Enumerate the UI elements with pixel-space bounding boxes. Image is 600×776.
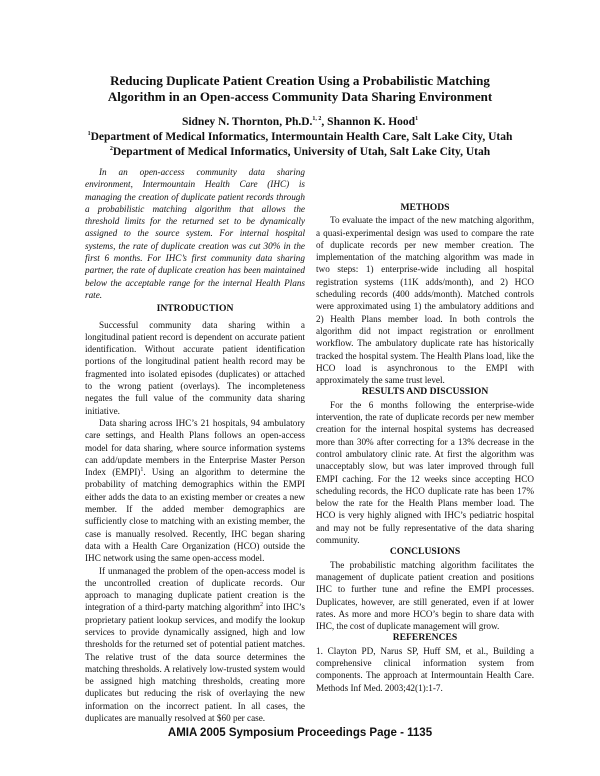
- intro-paragraph: [85, 417, 305, 565]
- title-line-2: Algorithm in an Open-access Community Data Sharing Environment: [107, 89, 493, 104]
- paragraph-text: . Using an algorithm to determine the probability of matching demographics within the EMPI either adds the data to an existing member or creates a new member. If the added member demographics are sufficiently close to matching with an existing member, the case is manually resolved. Recently, IHC began sharing data with a Health Care Organization (HCO) outside the IHC network using the same open-access model.: [85, 467, 305, 564]
- intro-paragraph: [85, 565, 305, 725]
- section-heading-results: RESULTS AND DISCUSSION: [361, 386, 489, 398]
- left-column: [85, 166, 305, 724]
- right-column: [316, 165, 534, 694]
- section-heading-methods: METHODS: [400, 202, 450, 213]
- citation-marker: 1: [140, 467, 144, 474]
- intro-paragraph: Successful community data sharing within a longitudinal patient record is dependent on accurate patient identification. Without accurate patient identification portions of the longitudinal patient health record may be fragmented into isolated episodes (duplicates) or attached to the wrong patient (overlays). The incompleteness negates the full value of the community data sharing initiative.: [85, 319, 305, 416]
- affiliation-marker: 1: [87, 131, 91, 138]
- abstract: In an open-access community data sharing environment, Intermountain Health Care (IHC) is managing the creation of duplicate patient records through a probabilistic matching algorithm that allows the threshold limits for the returned set to be dynamically assigned to the source system. For internal hospital systems, the rate of duplicate creation was cut 30% in the first 6 months. For IHC’s first community data sharing partner, the rate of duplicate creation has been maintained below the acceptable range for the internal Health Plans rate.: [85, 167, 305, 300]
- affiliation-line: [40, 130, 560, 145]
- author-name: Sidney N. Thornton, Ph.D.: [181, 116, 313, 128]
- author-affiliation-marker: 1: [415, 116, 419, 123]
- paper-title: [60, 73, 540, 105]
- conclusions-paragraph: The probabilistic matching algorithm facilitates the management of duplicate patient creation and positions IHC to further tune and refine the EMPI processes. Duplicates, however, are still generated, even if at lower rates. As more and more HCO’s begin to share data with IHC, the cost of duplicate management will grow.: [316, 559, 534, 632]
- page-footer: AMIA 2005 Symposium Proceedings Page - 1135: [167, 727, 433, 739]
- affiliation-marker: 2: [109, 146, 113, 153]
- paragraph-text: If unmanaged the problem of the open-access model is the uncontrolled creation of duplicate records. Our approach to managing duplicate patient creation is the integration of a third-party matching algorithm: [85, 565, 305, 613]
- author-separator: ,: [321, 116, 328, 128]
- citation-marker: 2: [260, 602, 264, 609]
- section-heading-conclusions: CONCLUSIONS: [389, 546, 461, 558]
- reference-item: 1. Clayton PD, Narus SP, Huff SM, et al., Building a comprehensive clinical information system from components. The approach at Intermountain Health Care. Methods Inf Med. 2003;42(1):1-7.: [316, 645, 534, 693]
- author-affiliation-marker: 1, 2: [312, 116, 322, 123]
- affiliation-text: Department of Medical Informatics, Intermountain Health Care, Salt Lake City, Utah: [90, 131, 513, 143]
- paragraph-text: into IHC’s proprietary patient lookup services, and modify the lookup services to provide dynamically assigned, high and low thresholds for the returned set of potential patient matches. The relative trust of the data source determines the matching thresholds. A relatively low-trusted system would be assigned high matching thresholds, creating more duplicates but reducing the risk of overlaying the new information on the incorrect patient. In all cases, the duplicates are manually resolved at $60 per case.: [85, 602, 305, 724]
- section-heading-references: REFERENCES: [392, 632, 458, 644]
- paragraph-text: Data sharing across IHC’s 21 hospitals, 94 ambulatory care settings, and Health Plans follows an open-access model for data sharing, where source information systems can add/update members in the Enterprise Master Person Index (EMPI): [85, 417, 305, 478]
- methods-paragraph: To evaluate the impact of the new matching algorithm, a quasi-experimental design was used to compare the rate of duplicate records per new member creation. The implementation of the matching algorithm was made in two steps: 1) enterprise-wide including all hospital registration systems (11K adds/month), and 2) HCO scheduling records (400 adds/month). Matched controls were approximated using 1) the ambulatory additions and 2) Health Plans member load. In both controls the algorithm did not impact registration or enrollment workflow. The ambulatory duplicate rate has historically tracked the hospital system. The Health Plans load, like the HCO load is asynchronous to the EMPI with approximately the same trust level.: [316, 215, 534, 386]
- author-line: [60, 115, 540, 130]
- author-name: Shannon K. Hood: [327, 116, 416, 128]
- section-heading-introduction: INTRODUCTION: [156, 303, 234, 315]
- title-line-1: Reducing Duplicate Patient Creation Using a Probabilistic Matching: [110, 73, 490, 88]
- affiliation-line: [40, 145, 560, 160]
- results-paragraph: For the 6 months following the enterprise-wide intervention, the rate of duplicate records per new member creation for the internal hospital systems has decreased more than 30% after correcting for a 13% decrease in the control ambulatory clinic rate. At first the algorithm was unacceptably slow, but was later improved through full EMPI caching. For the 12 weeks since accepting HCO scheduling records, the HCO duplicate rate has been 17% below the rate for the Health Plans member load. The HCO is very highly aligned with IHC’s pediatric hospital and may not be fully representative of the data sharing community.: [316, 399, 534, 546]
- affiliation-text: Department of Medical Informatics, University of Utah, Salt Lake City, Utah: [112, 146, 491, 158]
